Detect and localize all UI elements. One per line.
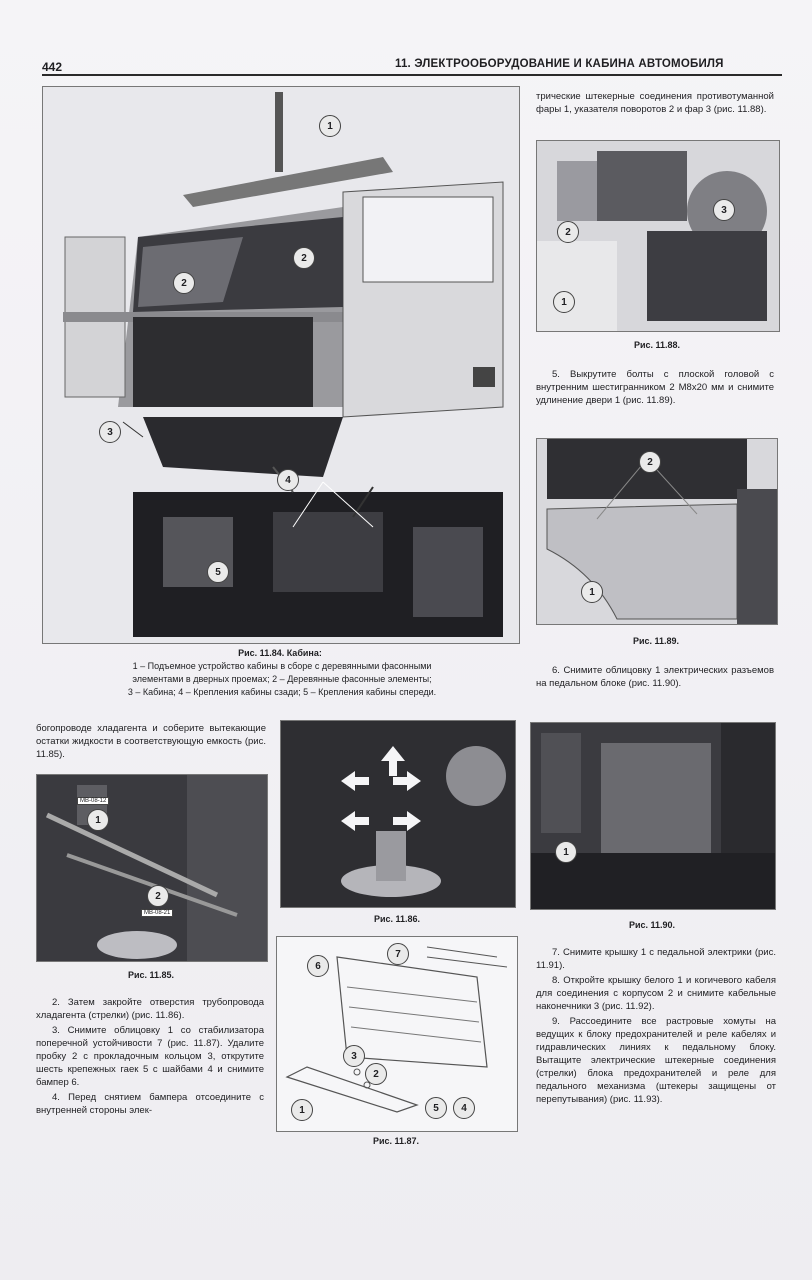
figure-11-84-legend (52, 660, 512, 699)
figure-11-88-caption: Рис. 11.88. (633, 340, 681, 350)
paragraph: богопроводе хладагента и соберите вытекающие остатки жидкости в соответствующую емкость (рис. 11.85). (36, 723, 266, 760)
legend-line: 1 – Подъемное устройство кабины в сборе с деревянными фасонными (132, 661, 432, 671)
paragraph: 4. Перед снятием бампера отсоедините с внутренней стороны элек- (36, 1092, 264, 1116)
header-rule (42, 74, 782, 76)
paragraph: 9. Рассоедините все растровые хомуты на ведущих к блоку предохранителей и реле кабелях и гидравлических линиях к педальному блоку. Вытащите электрические штекерные соединения (стрелки) блока предохранителей и реле для педального механизма (штекеры защищены от перепутывания) (рис. 11.93). (536, 1016, 776, 1105)
callout-badge: 3 (713, 199, 735, 221)
paragraph: трические штекерные соединения противотуманной фары 1, указателя поворотов 2 и фар 3 (рис. 11.88). (536, 91, 774, 115)
figure-11-90-photo (530, 722, 776, 910)
section-title: 11. ЭЛЕКТРООБОРУДОВАНИЕ И КАБИНА АВТОМОБИЛЯ (395, 58, 724, 70)
page-number: 442 (42, 60, 63, 74)
legend-line: элементами в дверных проемах; 2 – Деревянные фасонные элементы; (132, 674, 432, 684)
right-top-paragraph (536, 90, 774, 118)
figure-11-87-drawing (276, 936, 518, 1132)
figure-11-89-caption: Рис. 11.89. (632, 636, 680, 646)
callout-badge: 3 (343, 1045, 365, 1067)
paragraph: 8. Откройте крышку белого 1 и когичевого кабеля для соединения с корпусом 2 и снимите кабельные наконечники 3 (рис. 11.92). (536, 975, 776, 1012)
figure-11-84-caption: Рис. 11.84. Кабина: (238, 648, 322, 658)
callout-badge: 3 (99, 421, 121, 443)
figure-11-86-caption: Рис. 11.86. (373, 914, 421, 924)
right-bottom-text (536, 946, 776, 1108)
paragraph: 6. Снимите облицовку 1 электрических разъемов на педальном блоке (рис. 11.90). (536, 665, 774, 689)
step-5-paragraph (536, 368, 774, 409)
callout-badge: 1 (291, 1099, 313, 1121)
callout-badge: 2 (557, 221, 579, 243)
callout-badge: 4 (277, 469, 299, 491)
left-bottom-text (36, 996, 264, 1119)
callout-badge: 2 (147, 885, 169, 907)
legend-line: 3 – Кабина; 4 – Крепления кабины сзади; 5 – Крепления кабины спереди. (127, 687, 437, 697)
paragraph: 2. Затем закройте отверстия трубопровода хладагента (стрелки) (рис. 11.86). (36, 997, 264, 1021)
figure-11-84-photo (42, 86, 520, 644)
callout-badge: 2 (365, 1063, 387, 1085)
tag-label: MB-08-21 (141, 909, 173, 917)
step-6-paragraph (536, 664, 774, 692)
callout-badge: 4 (453, 1097, 475, 1119)
figure-11-86-photo (280, 720, 516, 908)
callout-badge: 2 (173, 272, 195, 294)
refrigerant-pipe-illustration (37, 775, 267, 961)
figure-11-85-photo (36, 774, 268, 962)
paragraph: 5. Выкрутите болты с плоской головой с внутренним шестигранником 2 M8x20 мм и снимите удлинение двери 1 (рис. 11.89). (536, 369, 774, 406)
callout-badge: 1 (553, 291, 575, 313)
callout-badge: 2 (639, 451, 661, 473)
callout-badge: 5 (425, 1097, 447, 1119)
paragraph: 7. Снимите крышку 1 с педальной электрики (рис. 11.91). (536, 947, 776, 971)
figure-11-85-caption: Рис. 11.85. (127, 970, 175, 980)
paragraph: 3. Снимите облицовку 1 со стабилизатора поперечной устойчивости 7 (рис. 11.87). Удалите пробку 2 с прокладочным кольцом 3, открутите шесть крепежных гаек 5 с шайбами 4 и снимите бампер 6. (36, 1025, 264, 1088)
callout-badge: 1 (87, 809, 109, 831)
callout-badge: 5 (207, 561, 229, 583)
callout-badge: 1 (319, 115, 341, 137)
figure-11-90-caption: Рис. 11.90. (628, 920, 676, 930)
callout-badge: 1 (581, 581, 603, 603)
pedal-block-illustration (531, 723, 775, 909)
figure-11-87-caption: Рис. 11.87. (372, 1136, 420, 1146)
left-mid-paragraph (36, 722, 266, 763)
figure-11-88-photo (536, 140, 780, 332)
callout-badge: 7 (387, 943, 409, 965)
callout-badge: 6 (307, 955, 329, 977)
cab-illustration (43, 87, 519, 643)
figure-11-89-photo (536, 438, 778, 625)
tag-label: MB-08-12 (77, 797, 109, 805)
callout-badge: 2 (293, 247, 315, 269)
callout-badge: 1 (555, 841, 577, 863)
plugged-pipe-illustration (281, 721, 515, 907)
